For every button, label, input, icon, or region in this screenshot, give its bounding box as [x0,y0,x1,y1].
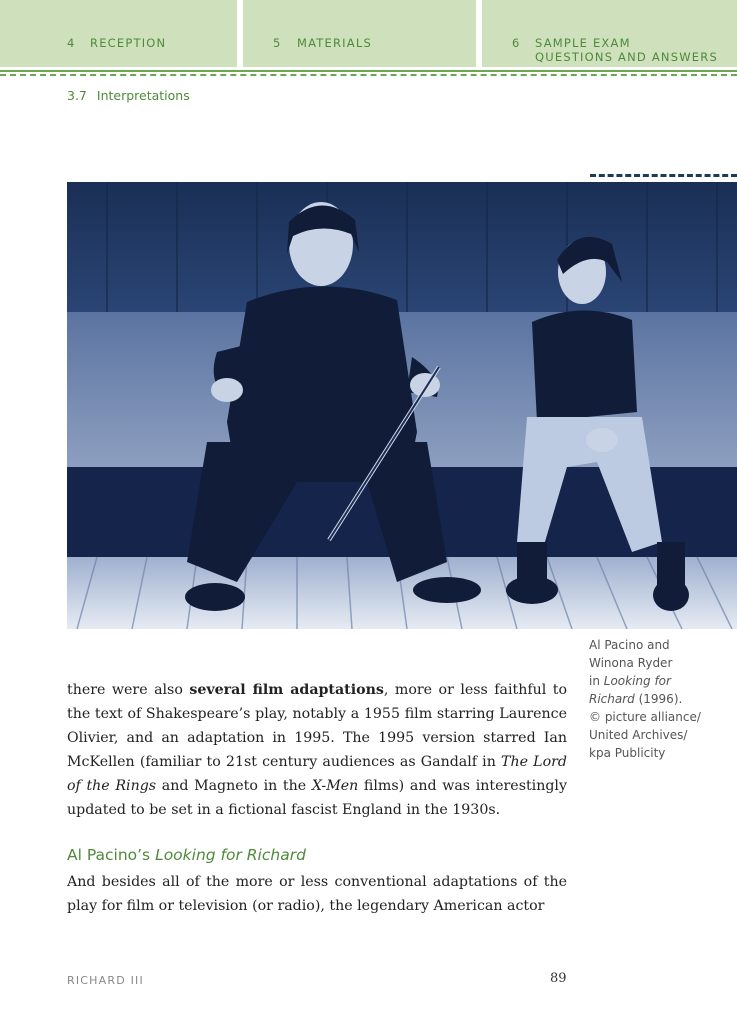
tab-label [535,36,718,64]
tab-label: RECEPTION [90,36,167,50]
text-run: , more or less faithful to the text of Shakespeare’s play, notably a 1955 film starring Laurence Olivier, and an adaptation in 1995. The 1995 version starred Ian McKellen (familiar to 21st century audiences as Gandalf in [67,682,568,770]
decorative-dashes [590,174,737,177]
paragraph-looking-for-richard: And besides all of the more or less conventional adaptations of the play for film or television (or radio), the legendary American actor [67,874,567,914]
film-title: The Lord of the Rings [67,754,567,794]
caption-credit: © picture alliance/ [589,710,701,724]
caption-credit: kpa Publicity [589,746,666,760]
tab-number: 6 [512,36,521,50]
tab-sample-exam[interactable] [482,0,737,67]
caption-title: Richard [589,692,635,706]
tab-reception[interactable] [0,0,237,67]
bold-term: several film adaptations [189,682,384,698]
caption-line: in [589,674,604,688]
text-run: films) and was interestingly updated to be set in a fictional fascist England in the 1930s. [67,778,567,818]
subsection-number: 3.7 [67,88,87,103]
text-run: there were also [67,682,190,698]
page-number: 89 [550,971,567,986]
paragraph-film-adaptations [67,678,567,822]
tab-label: MATERIALS [297,36,372,50]
film-title: X-Men [311,778,359,794]
caption-title: Looking for [603,674,671,688]
subsection-label: Interpretations [96,88,190,103]
caption-line: Al Pacino and [589,638,670,652]
caption-credit: United Archives/ [589,728,688,742]
caption-line: (1996). [634,692,683,706]
photo-pacino-ryder [67,182,737,629]
header-rule [0,70,737,72]
tab-number: 5 [273,36,282,50]
tab-label-line1: SAMPLE EXAM [535,36,631,50]
text-run: and Magneto in the [156,778,312,794]
subsection-title [67,88,190,103]
footer-book-title: RICHARD III [67,974,144,987]
tab-number: 4 [67,36,76,50]
section-heading [67,846,306,864]
header-dashed-rule [0,74,737,76]
tab-label-line2: QUESTIONS AND ANSWERS [535,50,718,64]
heading-title: Looking for Richard [155,846,306,864]
photo-caption [589,636,729,762]
caption-line: Winona Ryder [589,656,673,670]
tab-materials[interactable] [243,0,476,67]
heading-text: Al Pacino’s [67,846,156,864]
